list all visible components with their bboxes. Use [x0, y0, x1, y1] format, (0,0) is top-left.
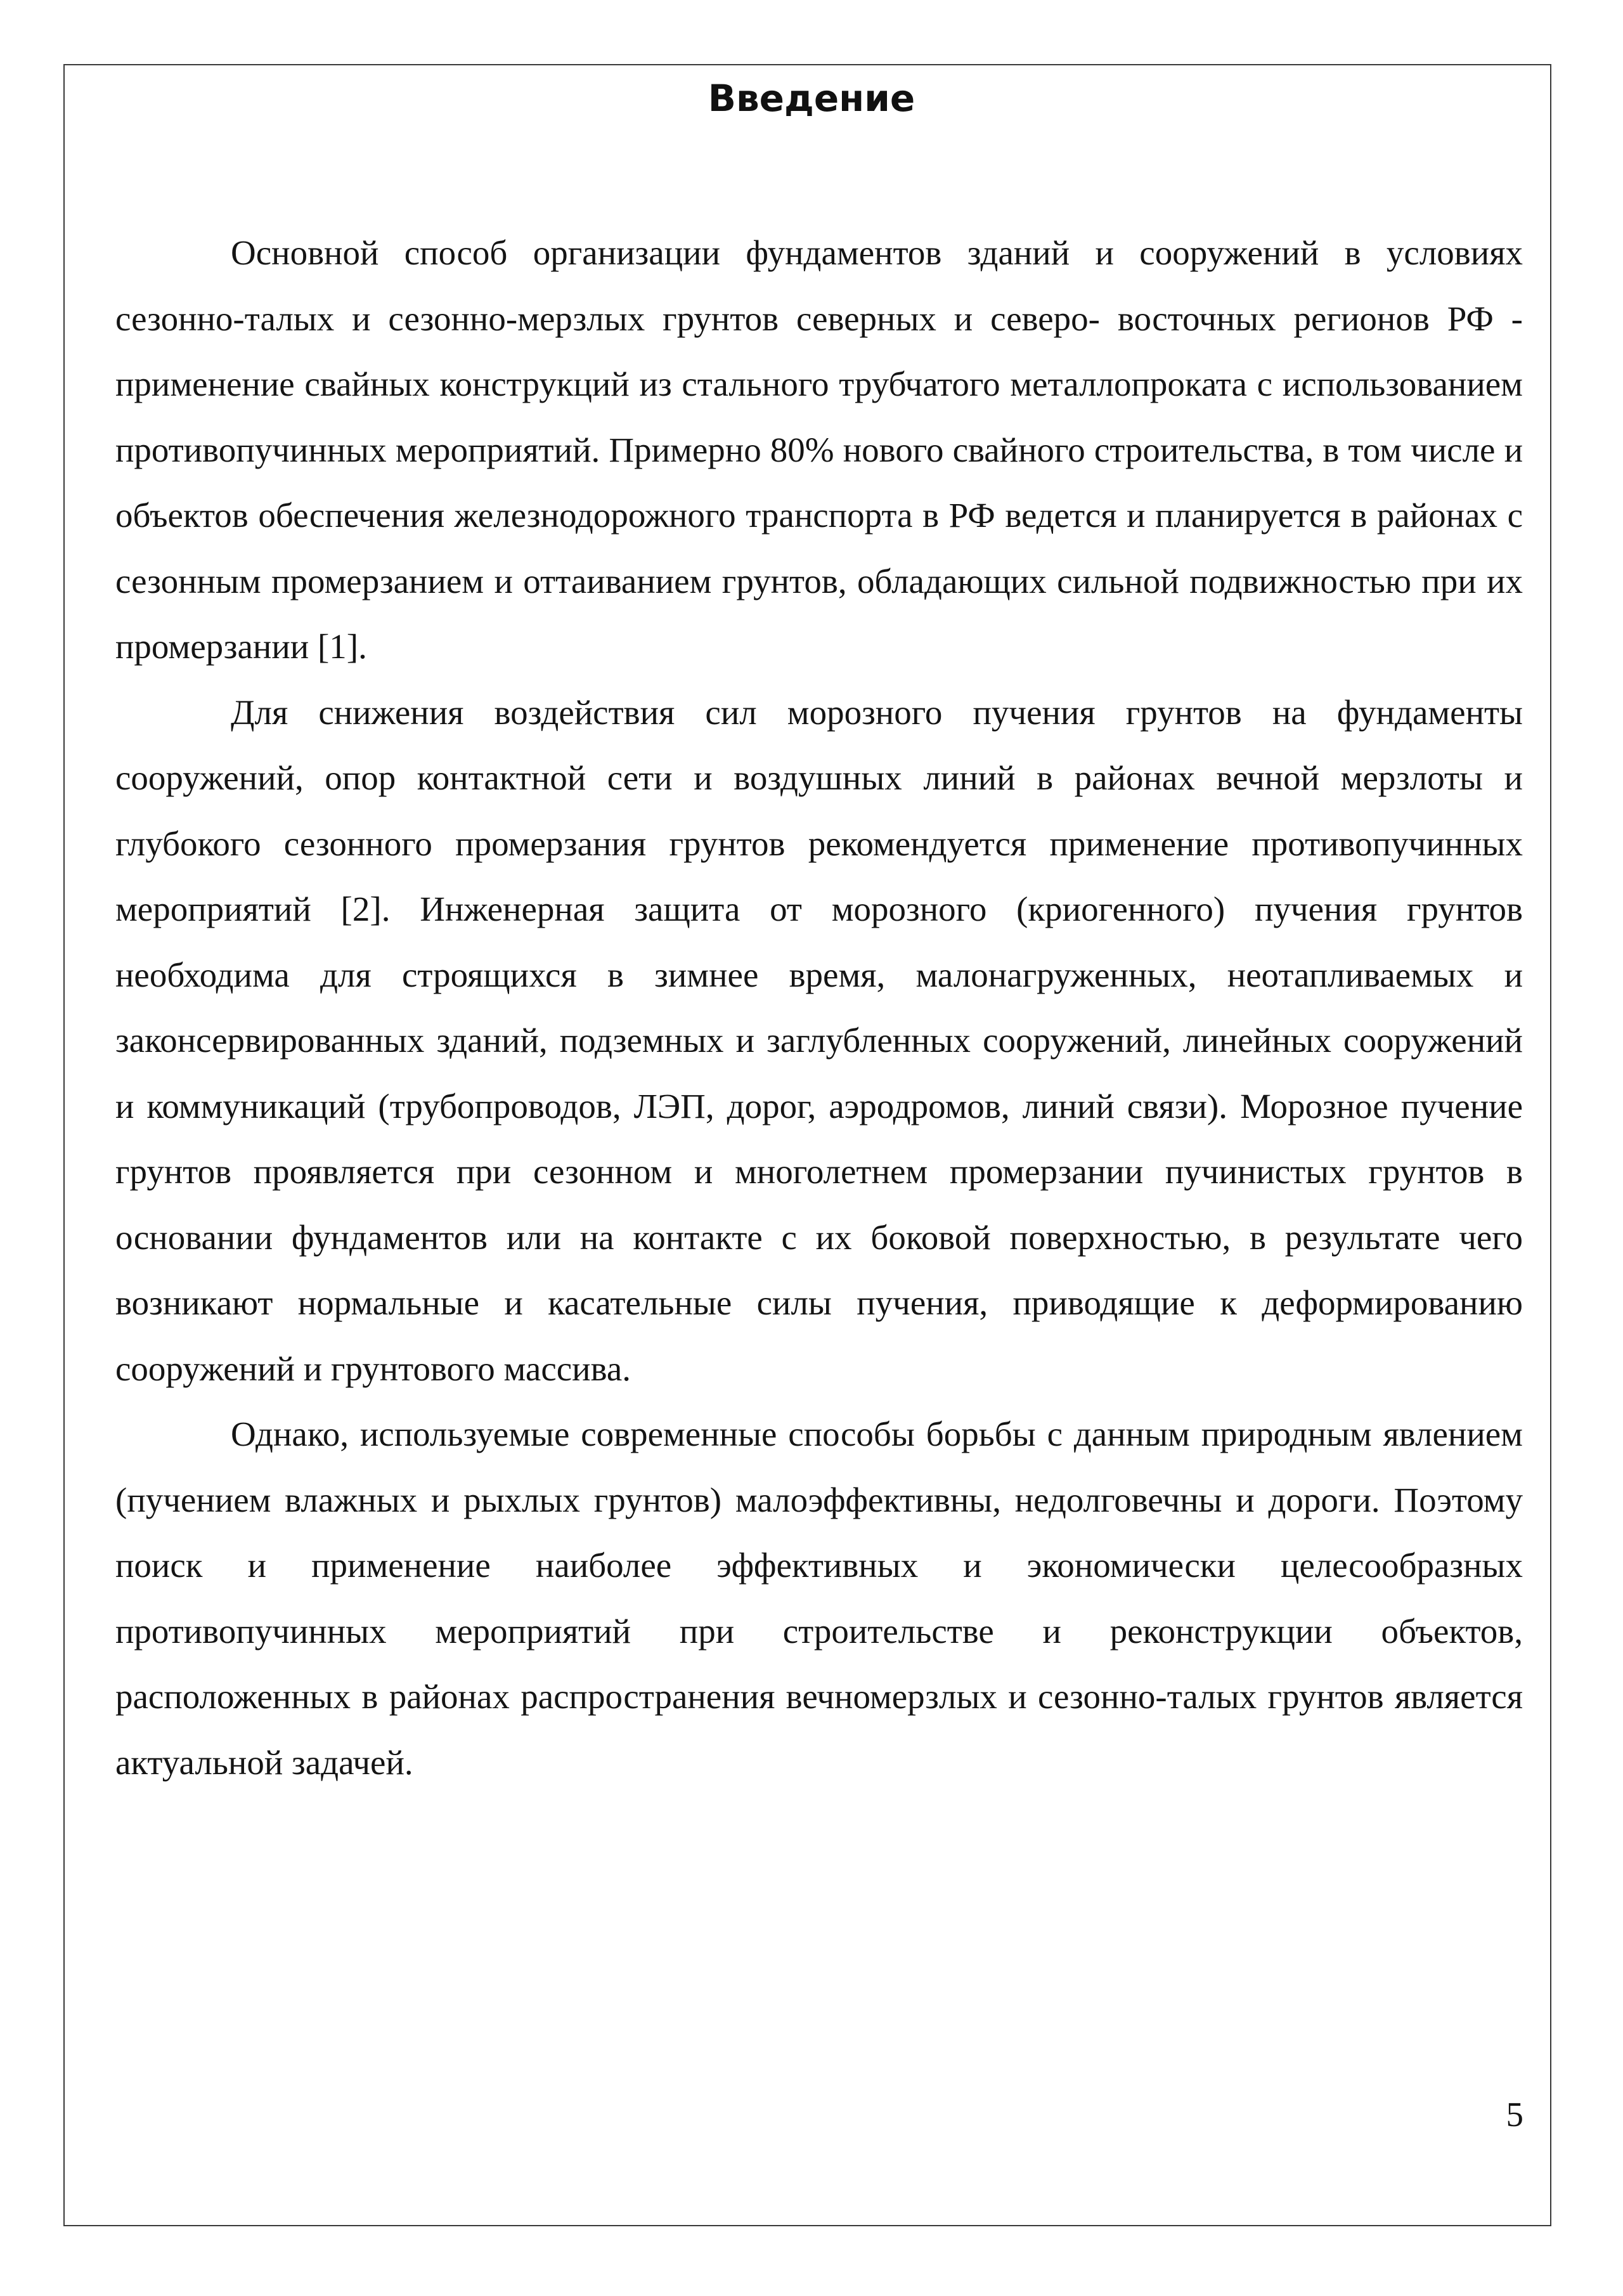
paragraph: Для снижения воздействия сил морозного пучения грунтов на фундаменты сооружений, опор контактной сети и воздушных линий в районах вечной мерзлоты и глубокого сезонного промерзания грунтов рекомендуется применение противопучинных мероприятий [2]. Инженерная защита от морозного (криогенного) пучения грунтов необходима для строящихся в зимнее время, малонагруженных, неотапливаемых и законсервированных зданий, подземных и заглубленных сооружений, линейных сооружений и коммуникаций (трубопроводов, ЛЭП, дорог, аэродромов, линий связи). Морозное пучение грунтов проявляется при сезонном и многолетнем промерзании пучинистых грунтов в основании фундаментов или на контакте с их боковой поверхностью, в результате чего возникают нормальные и касательные силы пучения, приводящие к деформированию сооружений и грунтового массива.: [115, 692, 1523, 1388]
page-number: 5: [1506, 2095, 1523, 2134]
body-text: [115, 220, 1523, 1795]
page-title: Введение: [708, 77, 915, 120]
paragraph: Основной способ организации фундаментов зданий и сооружений в условиях сезонно-талых и сезонно-мерзлых грунтов северных и северо- восточных регионов РФ - применение свайных конструкций из стального трубчатого металлопроката с использованием противопучинных мероприятий. Примерно 80% нового свайного строительства, в том числе и объектов обеспечения железнодорожного транспорта в РФ ведется и планируется в районах с сезонным промерзанием и оттаиванием грунтов, обладающих сильной подвижностью при их промерзании [1].: [115, 233, 1523, 666]
paragraph: Однако, используемые современные способы борьбы с данным природным явлением (пучением влажных и рыхлых грунтов) малоэффективны, недолговечны и дороги. Поэтому поиск и применение наиболее эффективных и экономически целесообразных противопучинных мероприятий при строительстве и реконструкции объектов, расположенных в районах распространения вечномерзлых и сезонно-талых грунтов является актуальной задачей.: [115, 1415, 1523, 1782]
